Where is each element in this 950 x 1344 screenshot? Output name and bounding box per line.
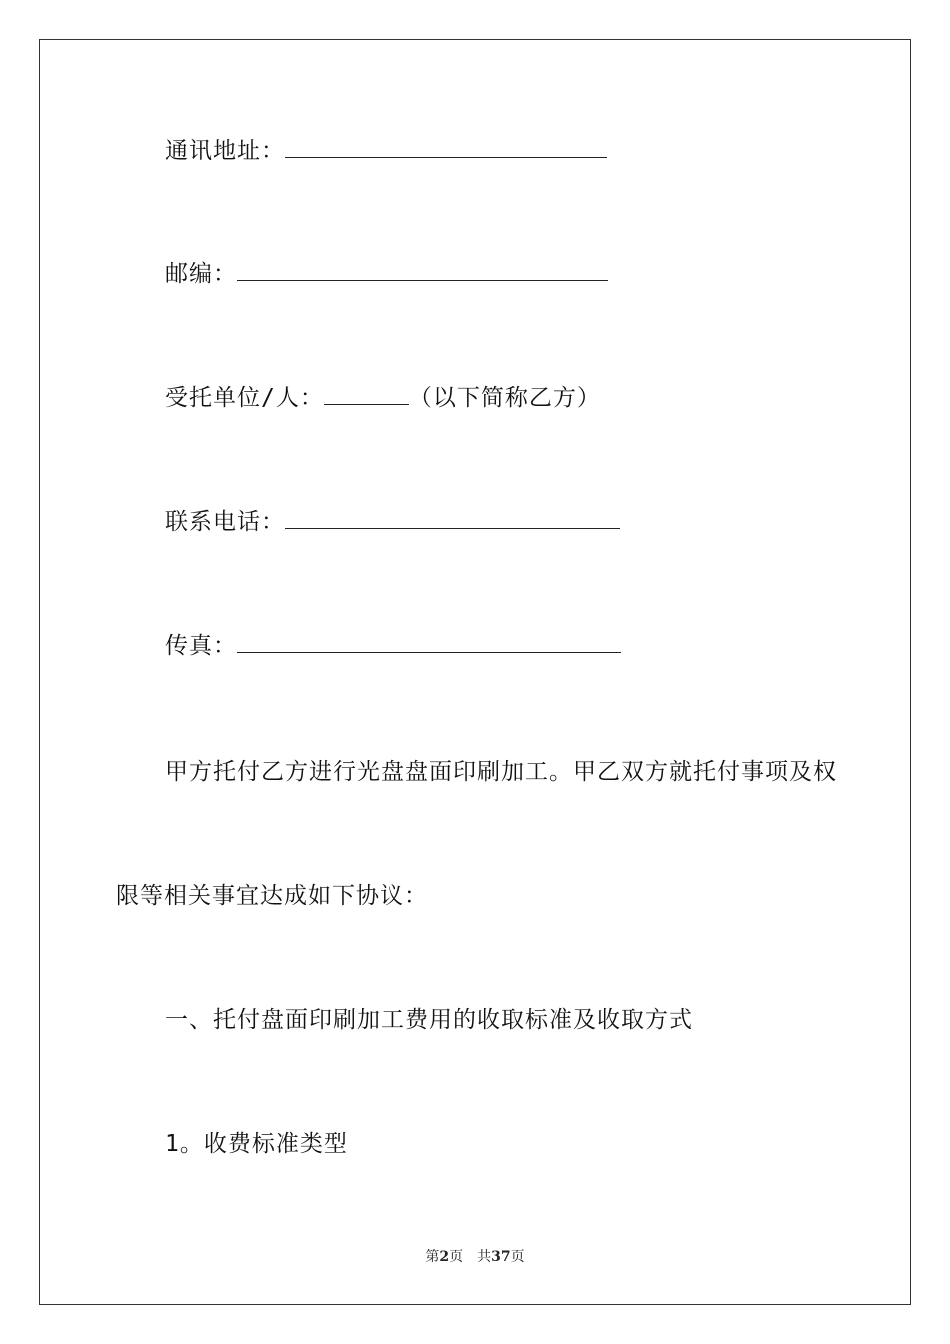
item-1-heading: 1。收费标准类型	[165, 1131, 348, 1157]
fax-label: 传真：	[165, 633, 237, 659]
postcode-row	[165, 260, 608, 288]
trustee-row	[165, 384, 601, 412]
phone-blank	[285, 508, 620, 529]
postcode-label: 邮编：	[165, 261, 237, 287]
address-blank	[285, 137, 607, 158]
footer-total-pages: 37	[491, 1249, 511, 1265]
footer-prefix: 第	[425, 1249, 440, 1265]
page-footer	[0, 1246, 950, 1266]
trustee-note: （以下简称乙方）	[408, 385, 601, 411]
trustee-blank	[324, 384, 409, 405]
paragraph-line-1: 甲方托付乙方进行光盘盘面印刷加工。甲乙双方就托付事项及权	[165, 759, 837, 785]
page-border	[39, 39, 911, 1305]
phone-row	[165, 508, 620, 536]
postcode-blank	[237, 260, 608, 281]
footer-total-prefix: 共	[477, 1249, 492, 1265]
paragraph-line-2: 限等相关事宜达成如下协议：	[116, 883, 428, 909]
fax-row	[165, 632, 621, 660]
address-row	[165, 137, 607, 165]
fax-blank	[237, 632, 621, 653]
address-label: 通讯地址：	[165, 138, 285, 164]
trustee-label: 受托单位/人：	[165, 385, 324, 411]
footer-total-suffix: 页	[510, 1249, 525, 1265]
section-1-heading: 一、托付盘面印刷加工费用的收取标准及收取方式	[165, 1007, 693, 1033]
footer-page-suffix: 页	[449, 1249, 464, 1265]
footer-page-number: 2	[439, 1249, 450, 1265]
phone-label: 联系电话：	[165, 509, 285, 535]
